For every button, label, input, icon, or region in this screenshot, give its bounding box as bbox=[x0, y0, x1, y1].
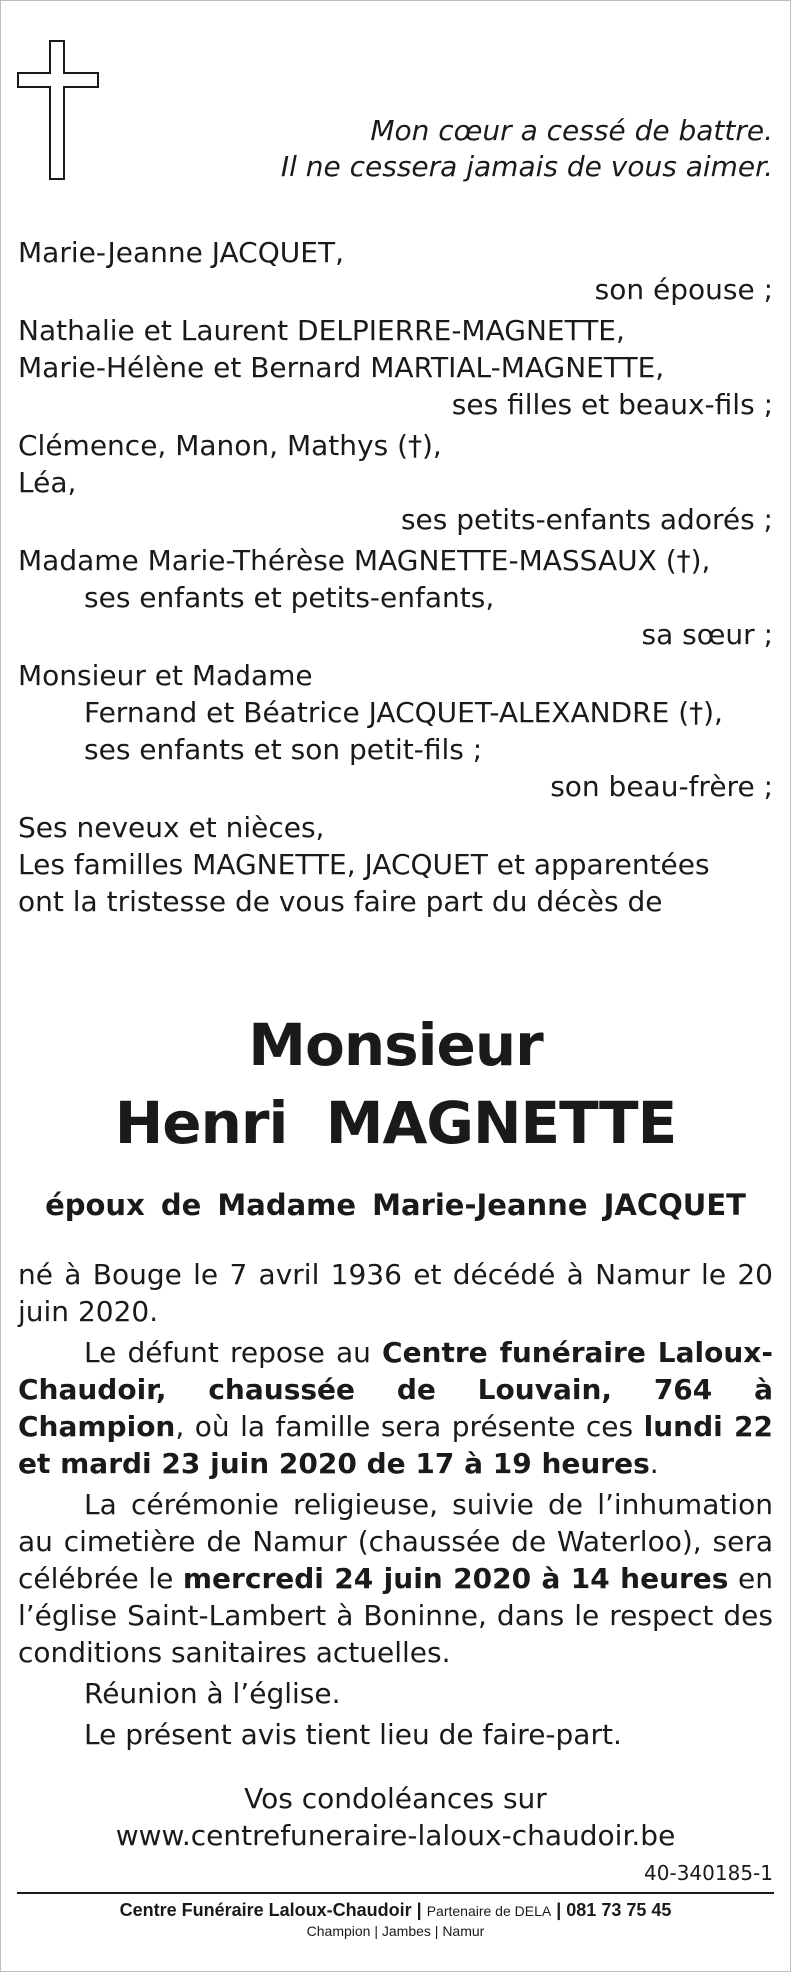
repose-text: . bbox=[649, 1447, 659, 1480]
family-relation: ses filles et beaux-fils ; bbox=[451, 388, 773, 421]
family-line: Clémence, Manon, Mathys (†), bbox=[18, 429, 442, 462]
footer bbox=[17, 1892, 774, 1939]
repose-place: Centre funéraire Laloux-Chaudoir, chaussée de Louvain, 764 à Champion bbox=[18, 1336, 773, 1443]
family-relation: sa sœur ; bbox=[641, 618, 773, 651]
family-line: ont la tristesse de vous faire part du décès de bbox=[18, 885, 663, 918]
repose-text: , où la famille sera présente ces bbox=[175, 1410, 644, 1443]
ceremony-text: en l’église Saint-Lambert à Boninne, dans le respect des conditions sanitaires actuelles. bbox=[18, 1562, 773, 1669]
spouse-line: époux de Madame Marie-Jeanne JACQUET bbox=[45, 1188, 746, 1222]
ceremony-date: mercredi 24 juin 2020 à 14 heures bbox=[182, 1562, 729, 1595]
family-line: Les familles MAGNETTE, JACQUET et apparentées bbox=[18, 848, 710, 881]
repose-dates: lundi 22 et mardi 23 juin 2020 de 17 à 19 heures bbox=[18, 1410, 773, 1480]
epigraph bbox=[281, 113, 773, 185]
family-line: Madame Marie-Thérèse MAGNETTE-MASSAUX (†), bbox=[18, 544, 711, 577]
ceremony-text: La cérémonie religieuse, suivie de l’inhumation au cimetière de Namur (chaussée de Waterloo), sera célébrée le bbox=[18, 1488, 773, 1595]
condolences-url[interactable]: www.centrefuneraire-laloux-chaudoir.be bbox=[115, 1819, 676, 1852]
deceased-name-block bbox=[0, 1006, 791, 1162]
family-line: ses enfants et petits-enfants, bbox=[84, 581, 495, 614]
footer-separator: | bbox=[551, 1900, 567, 1920]
birth-death-paragraph: né à Bouge le 7 avril 1936 et décédé à Namur le 20 juin 2020. bbox=[18, 1258, 773, 1328]
footer-partner: Partenaire de DELA bbox=[426, 1903, 552, 1919]
family-relation: son épouse ; bbox=[594, 273, 773, 306]
family-relation: son beau-frère ; bbox=[550, 770, 773, 803]
repose-text: Le défunt repose au bbox=[84, 1336, 383, 1369]
family-line: ses enfants et son petit-fils ; bbox=[84, 733, 483, 766]
reference-number: 40-340185-1 bbox=[644, 1861, 773, 1885]
family-line: Marie-Hélène et Bernard MARTIAL-MAGNETTE, bbox=[18, 351, 665, 384]
cross-icon bbox=[17, 40, 99, 180]
footer-phone: 081 73 75 45 bbox=[566, 1900, 672, 1920]
notice-paragraph: Le présent avis tient lieu de faire-part. bbox=[84, 1718, 622, 1751]
notice-details bbox=[18, 1256, 773, 1753]
reunion-paragraph: Réunion à l’église. bbox=[84, 1677, 341, 1710]
family-line: Marie-Jeanne JACQUET, bbox=[18, 236, 344, 269]
family-line: Ses neveux et nièces, bbox=[18, 811, 325, 844]
footer-company: Centre Funéraire Laloux-Chaudoir bbox=[119, 1900, 412, 1920]
family-line: Fernand et Béatrice JACQUET-ALEXANDRE (†), bbox=[84, 696, 723, 729]
repose-paragraph bbox=[18, 1334, 773, 1482]
epigraph-line: Mon cœur a cessé de battre. bbox=[370, 114, 773, 147]
family-line: Monsieur et Madame bbox=[18, 659, 313, 692]
family-line: Nathalie et Laurent DELPIERRE-MAGNETTE, bbox=[18, 314, 625, 347]
deceased-name: Henri MAGNETTE bbox=[114, 1089, 677, 1157]
family-line: Léa, bbox=[18, 466, 77, 499]
family-list bbox=[18, 234, 773, 920]
ceremony-paragraph bbox=[18, 1486, 773, 1671]
epigraph-line: Il ne cessera jamais de vous aimer. bbox=[280, 150, 773, 183]
deceased-title: Monsieur bbox=[248, 1011, 543, 1079]
condolences bbox=[0, 1780, 791, 1854]
footer-main bbox=[17, 1900, 774, 1921]
footer-separator: | bbox=[411, 1900, 427, 1920]
condolences-label: Vos condoléances sur bbox=[244, 1782, 547, 1815]
footer-locations: Champion | Jambes | Namur bbox=[306, 1923, 485, 1939]
family-relation: ses petits-enfants adorés ; bbox=[400, 503, 773, 536]
